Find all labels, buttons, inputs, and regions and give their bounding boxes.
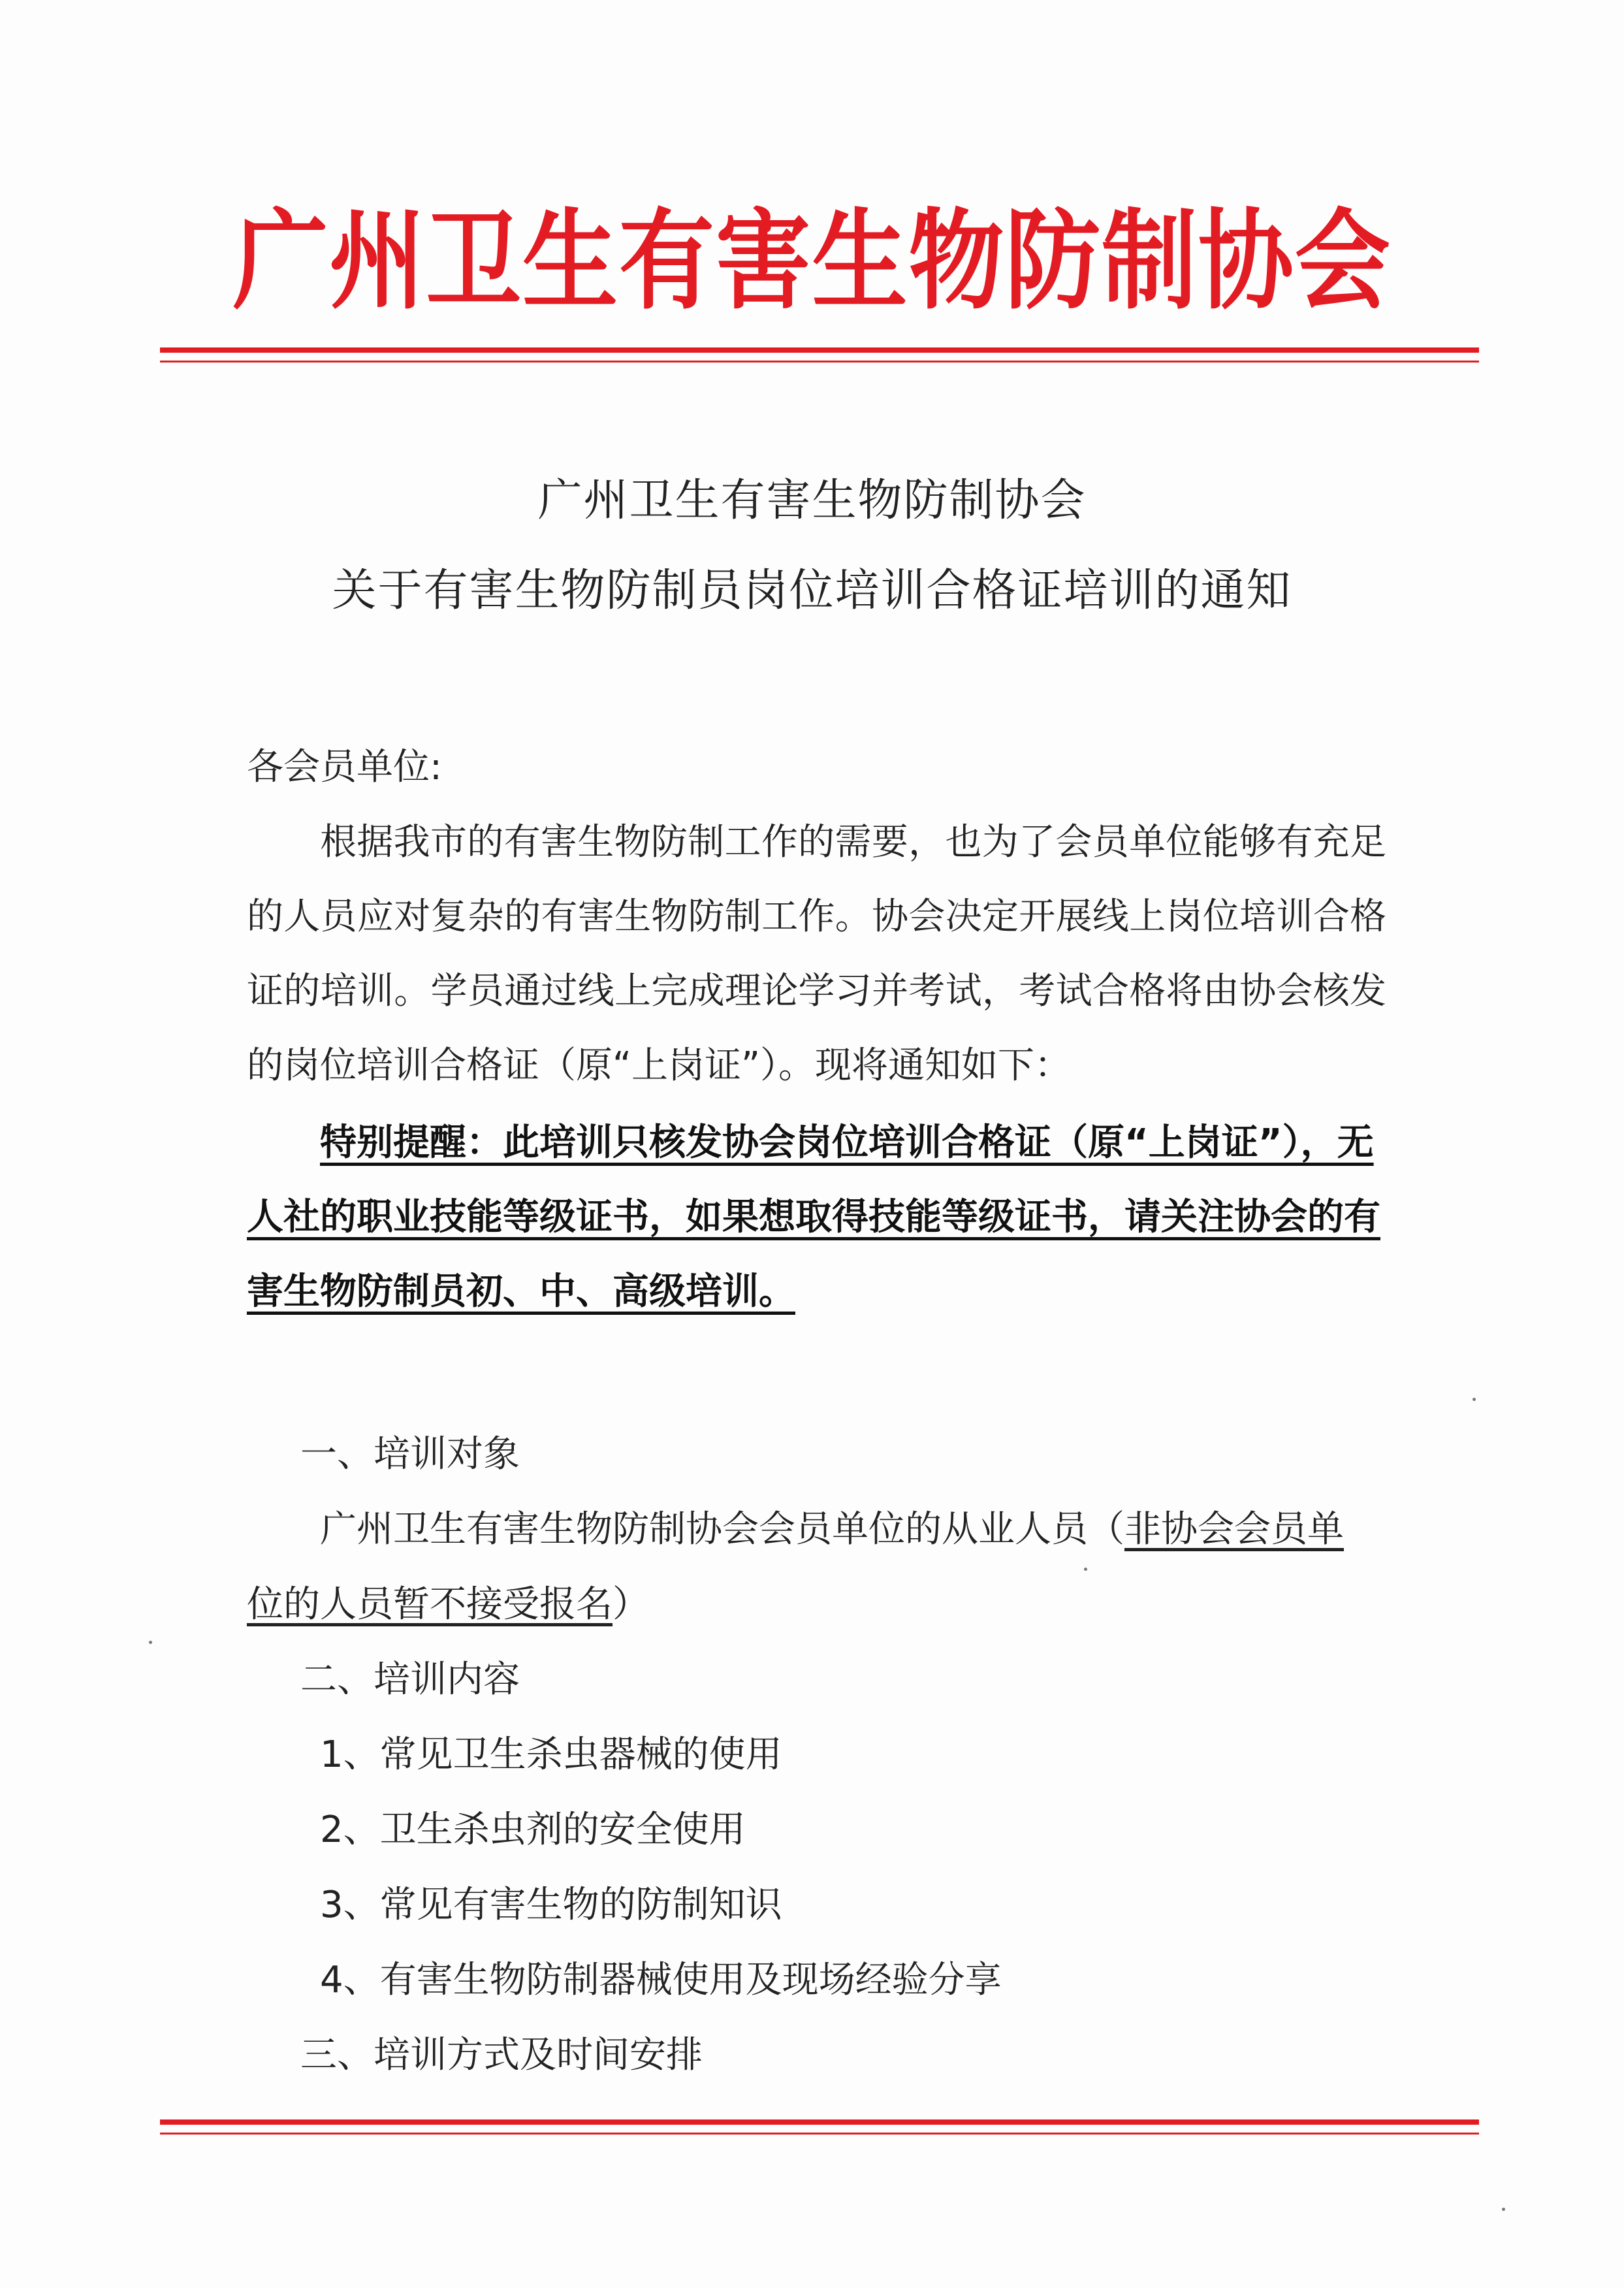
letterhead-rule-thin: [160, 361, 1479, 363]
letterhead-org-name: 广州卫生有害生物防制协会: [232, 197, 1392, 325]
section2-item-4: 4、有害生物防制器械使用及现场经验分享: [320, 1959, 1002, 2001]
scan-speck: [149, 1641, 152, 1644]
letterhead-rule-thick: [160, 347, 1479, 353]
scan-speck: [1502, 2208, 1505, 2211]
section1-heading: 一、培训对象: [300, 1433, 520, 1475]
section1-text-underlined-1: 非协会会员单: [1124, 1508, 1344, 1551]
section2-item-1: 1、常见卫生杀虫器械的使用: [320, 1733, 782, 1776]
section1-text-line1: [320, 1492, 1344, 1567]
section2-heading: 二、培训内容: [300, 1658, 520, 1701]
section1-text-plain: 广州卫生有害生物防制协会会员单位的从业人员（: [320, 1508, 1124, 1551]
scan-speck: [1084, 1568, 1087, 1571]
notice-title-line2: 关于有害生物防制员岗位培训合格证培训的通知: [332, 565, 1292, 617]
section1-text-close: ）: [613, 1583, 649, 1626]
section2-item-3: 3、常见有害生物的防制知识: [320, 1884, 782, 1926]
section3-heading: 三、培训方式及时间安排: [300, 2034, 703, 2076]
salutation: 各会员单位:: [247, 746, 442, 788]
footer-rule-thick: [160, 2119, 1479, 2125]
notice-title-line1: 广州卫生有害生物防制协会: [537, 475, 1087, 526]
scan-speck: [1473, 1398, 1476, 1401]
section1-text-underlined-2: 位的人员暂不接受报名: [247, 1583, 613, 1626]
section1-text-line2: [247, 1568, 649, 1642]
section2-item-2: 2、卫生杀虫剂的安全使用: [320, 1809, 746, 1851]
footer-rule-thin: [160, 2133, 1479, 2135]
special-notice: 特别提醒：此培训只核发协会岗位培训合格证（原“上岗证”），无人社的职业技能等级证书，如果想取得技能等级证书，请关注协会的有害生物防制员初、中、高级培训。: [247, 1121, 1380, 1313]
intro-paragraph: 根据我市的有害生物防制工作的需要，也为了会员单位能够有充足的人员应对复杂的有害生物防制工作。协会决定开展线上岗位培训合格证的培训。学员通过线上完成理论学习并考试，考试合格将由协会核发的岗位培训合格证（原“上岗证”）。现将通知如下：: [247, 821, 1386, 1087]
